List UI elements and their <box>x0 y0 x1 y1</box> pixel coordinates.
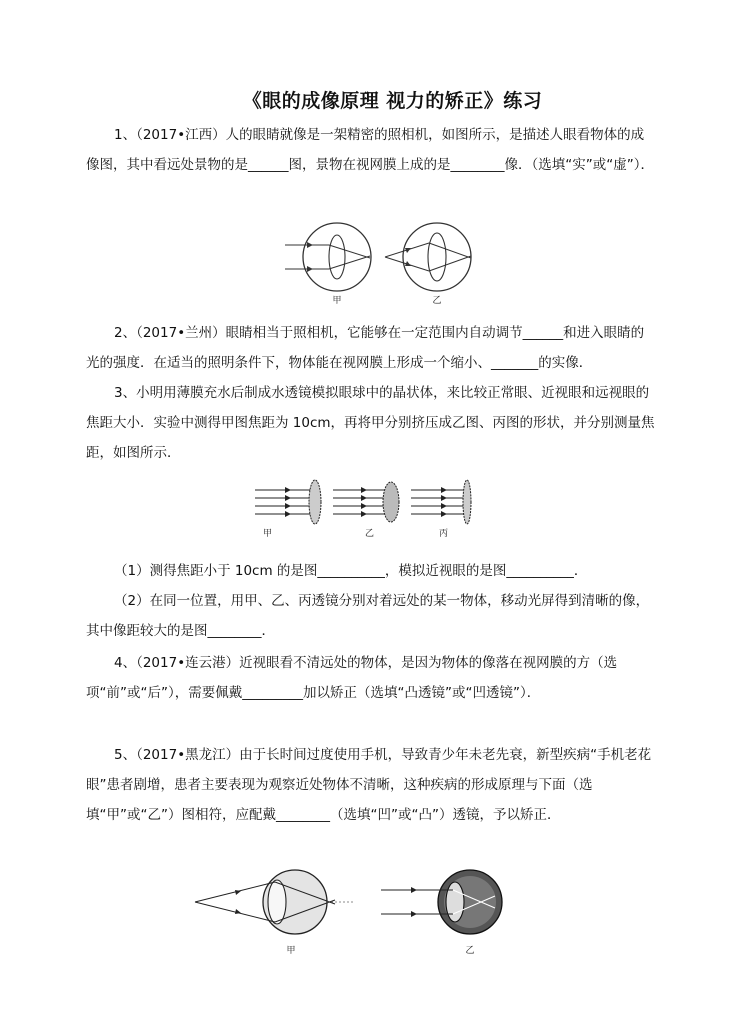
fig1-label-yi: 乙 <box>432 296 442 306</box>
fig1-label-jia: 甲 <box>332 296 342 306</box>
question-5: 5、（2017•黑龙江）由于长时间过度使用手机，导致青少年未老先衰，新型疾病“手机老花眼”患者剧增，患者主要表现为观察近处物体不清晰，这种疾病的形成原理与下面（选填“甲”或“乙”）图相符，应配戴________（选填“凹”或“凸”）透镜，予以矫正． <box>86 747 652 823</box>
eye-yi <box>381 870 502 956</box>
fig2-label-jia: 甲 <box>263 529 273 539</box>
lens-yi <box>333 482 399 539</box>
eye-jia <box>195 870 355 956</box>
figure-presbyopia <box>195 868 525 960</box>
fig2-label-yi: 乙 <box>365 529 375 539</box>
page-title: 《眼的成像原理 视力的矫正》练习 <box>242 90 543 112</box>
figure-water-lenses <box>255 478 485 540</box>
lens-jia <box>255 480 321 539</box>
question-1: 1、（2017•江西）人的眼睛就像是一架精密的照相机，如图所示，是描述人眼看物体的成像图，其中看远处景物的是______图，景物在视网膜上成的是________像．（选填“实”或“虚”）． <box>86 127 654 173</box>
lens-bing <box>411 480 471 539</box>
question-3-sub-1: （1）测得焦距小于 10cm 的是图__________，模拟近视眼的是图__________． <box>114 563 588 579</box>
fig2-label-bing: 丙 <box>439 529 449 539</box>
fig3-label-yi: 乙 <box>465 946 475 956</box>
figure-eye-imaging <box>285 215 485 310</box>
question-3: 3、小明用薄膜充水后制成水透镜模拟眼球中的晶状体，来比较正常眼、近视眼和远视眼的焦距大小．实验中测得甲图焦距为 10cm，再将甲分别挤压成乙图、丙图的形状，并分别测量焦距，如图所示． <box>86 385 655 461</box>
question-3-sub-2: （2）在同一位置，用甲、乙、丙透镜分别对着远处的某一物体，移动光屏得到清晰的像，其中像距较大的是图________． <box>86 593 650 639</box>
question-2: 2、（2017•兰州）眼睛相当于照相机，它能够在一定范围内自动调节______和进入眼睛的光的强度．在适当的照明条件下，物体能在视网膜上形成一个缩小、_______的实像． <box>86 325 645 371</box>
question-4: 4、（2017•连云港）近视眼看不清远处的物体，是因为物体的像落在视网膜的方（选项“前”或“后”），需要佩戴_________加以矫正（选填“凸透镜”或“凹透镜”）． <box>86 655 618 701</box>
fig3-label-jia: 甲 <box>286 946 296 956</box>
